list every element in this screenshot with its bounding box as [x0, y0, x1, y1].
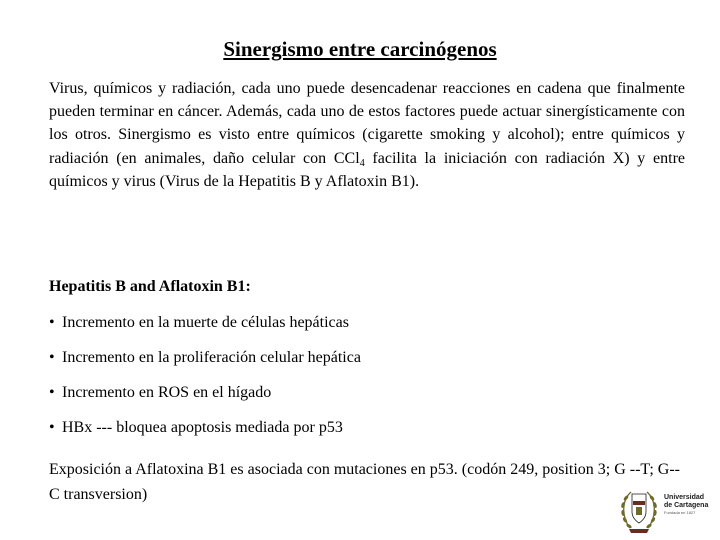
logo-line-3: Fundada en 1827 [664, 510, 696, 515]
bullet-symbol: • [49, 384, 55, 401]
section-subheading: Hepatitis B and Aflatoxin B1: [49, 278, 251, 295]
bullet-symbol: • [49, 349, 55, 366]
bullet-list [49, 312, 361, 452]
intro-paragraph [49, 77, 685, 193]
bullet-symbol: • [49, 314, 55, 331]
laurel-right-icon [646, 492, 658, 529]
bullet-item [49, 347, 361, 382]
ribbon-icon [629, 529, 649, 533]
bullet-item [49, 312, 361, 347]
bullet-symbol: • [49, 419, 55, 436]
bullet-text: Incremento en la proliferación celular hepática [62, 349, 361, 366]
logo-line-2: de Cartagena [664, 502, 709, 509]
laurel-left-icon [620, 492, 632, 529]
bullet-item [49, 417, 361, 452]
bullet-text: HBx --- bloquea apoptosis mediada por p53 [62, 419, 343, 436]
intro-text-continued: facilita la iniciación con radiación X) y entre químicos y virus (Virus de la Hepatitis B y Aflatoxin B1). [49, 149, 686, 190]
bullet-text: Incremento en ROS en el hígado [62, 384, 272, 401]
intro-text: Virus, químicos y radiación, cada uno puede desencadenar reacciones en cadena que finalmente pueden terminar en cáncer. Además, cada uno de estos factores puede actuar sinergísticamente con los otros. Sinergismo es visto entre químicos (cigarette smoking y alcohol); entre químicos y radiación (en animales, daño celular con CCl [49, 80, 685, 167]
university-wordmark [664, 494, 708, 516]
closing-paragraph: Exposición a Aflatoxina B1 es asociada con mutaciones en p53. (codón 249, position 3; G --T; G--C transversion) [49, 461, 680, 503]
slide-title: Sinergismo entre carcinógenos [223, 37, 497, 61]
bullet-text: Incremento en la muerte de células hepáticas [62, 314, 349, 331]
chemical-subscript: 4 [359, 157, 365, 169]
bullet-item [49, 382, 361, 417]
crest-shield-icon [632, 494, 646, 523]
logo-line-1: Universidad [664, 494, 705, 501]
